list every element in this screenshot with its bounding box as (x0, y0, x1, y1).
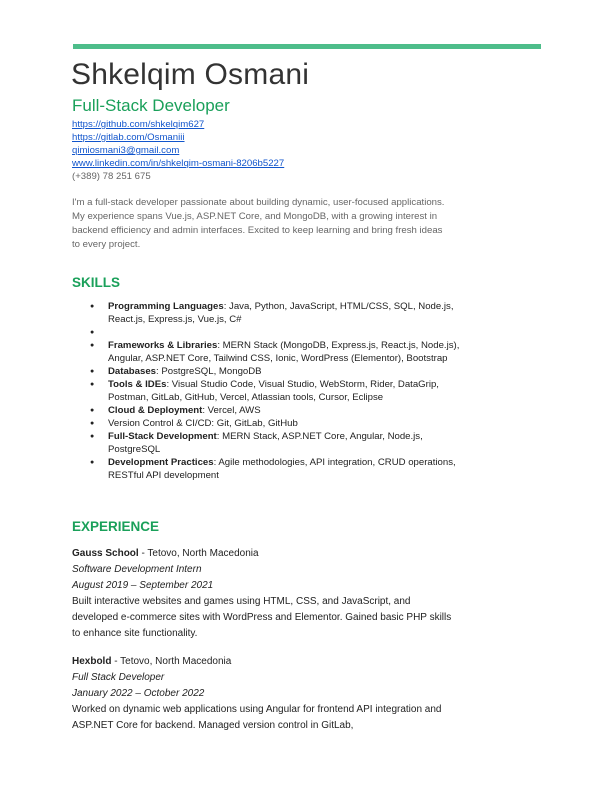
skills-list (72, 300, 462, 482)
experience-entry (72, 546, 457, 642)
job-description: Worked on dynamic web applications using Angular for frontend API integration and ASP.NET Core for backend. Managed version control in GitLab, (72, 704, 442, 731)
company-name: Hexbold (72, 656, 112, 667)
email-link[interactable]: qimiosmani3@gmail.com (72, 145, 180, 156)
list-item (72, 417, 462, 430)
list-item (72, 456, 462, 482)
experience-entry (72, 654, 457, 734)
skill-label: Full-Stack Development (108, 431, 217, 442)
skill-text: Version Control & CI/CD: Git, GitLab, GitHub (108, 418, 298, 429)
skill-text: : Visual Studio Code, Visual Studio, WebStorm, Rider, DataGrip, Postman, GitLab, GitHub, Vercel, Atlassian tools, Cursor, Eclipse (108, 379, 439, 403)
linkedin-link[interactable]: www.linkedin.com/in/shkelqim-osmani-8206b5227 (72, 158, 285, 169)
skill-label: Programming Languages (108, 301, 224, 312)
job-dates: January 2022 – October 2022 (72, 688, 205, 699)
list-item (72, 430, 462, 456)
skill-label: Frameworks & Libraries (108, 340, 218, 351)
skill-text: : Agile methodologies, API integration, CRUD operations, RESTful API development (108, 457, 456, 481)
list-item (72, 404, 462, 417)
skill-label: Databases (108, 366, 156, 377)
skill-label: Tools & IDEs (108, 379, 167, 390)
list-item (72, 378, 462, 404)
experience-heading: EXPERIENCE (72, 519, 160, 534)
list-item (72, 300, 462, 326)
skill-text: : MERN Stack, ASP.NET Core, Angular, Node.js, PostgreSQL (108, 431, 423, 455)
summary-paragraph: I'm a full-stack developer passionate about building dynamic, user-focused applications. My experience spans Vue.js, ASP.NET Core, and MongoDB, with a growing interest in backend efficiency and admin interfaces. Excited to keep learning and bring fresh ideas to every project. (72, 197, 445, 250)
skill-text: : Vercel, AWS (202, 405, 261, 416)
skill-label: Development Practices (108, 457, 214, 468)
contact-block (72, 118, 284, 183)
job-title: Full Stack Developer (72, 672, 165, 683)
gitlab-link[interactable]: https://gitlab.com/Osmaniii (72, 132, 185, 143)
github-link[interactable]: https://github.com/shkelqim627 (72, 119, 205, 130)
job-role: Full-Stack Developer (72, 96, 230, 115)
job-dates: August 2019 – September 2021 (72, 580, 214, 591)
skill-label: Cloud & Deployment (108, 405, 203, 416)
job-title: Software Development Intern (72, 564, 202, 575)
company-location: - Tetovo, North Macedonia (111, 656, 232, 667)
skill-text: : Java, Python, JavaScript, HTML/CSS, SQL, Node.js, React.js, Express.js, Vue.js, C# (108, 301, 454, 325)
skills-heading: SKILLS (72, 275, 121, 290)
phone-number: (+389) 78 251 675 (72, 171, 151, 182)
header-accent-bar (73, 44, 541, 49)
skill-text: : PostgreSQL, MongoDB (156, 366, 262, 377)
company-name: Gauss School (72, 548, 139, 559)
page-title: Shkelqim Osmani (71, 58, 310, 91)
list-item (72, 365, 462, 378)
skill-text: : MERN Stack (MongoDB, Express.js, React.js, Node.js), Angular, ASP.NET Core, Tailwind CSS, Ionic, WordPress (Elementor), Bootstrap (108, 340, 460, 364)
list-item (72, 326, 462, 339)
list-item (72, 339, 462, 365)
company-location: - Tetovo, North Macedonia (138, 548, 259, 559)
job-description: Built interactive websites and games using HTML, CSS, and JavaScript, and developed e-commerce sites with WordPress and Elementor. Gained basic PHP skills to enhance site functionality. (72, 596, 452, 639)
